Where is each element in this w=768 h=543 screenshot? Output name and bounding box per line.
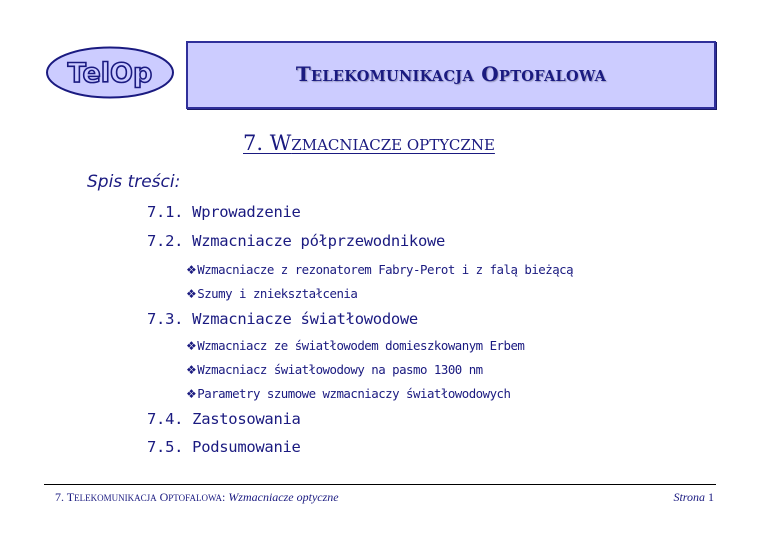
- banner-title: TELEKOMUNIKACJA OPTOFALOWA: [295, 62, 607, 86]
- telop-logo: [44, 45, 176, 100]
- diamond-bullet-icon: ❖: [186, 387, 197, 401]
- chapter-title: 7. WZMACNIACZE OPTYCZNE: [243, 131, 495, 155]
- toc-subitem: ❖Wzmacniacz światłowodowy na pasmo 1300 nm: [186, 362, 483, 377]
- diamond-bullet-icon: ❖: [186, 339, 197, 353]
- toc-subitem: ❖Szumy i zniekształcenia: [186, 286, 358, 301]
- toc-item: 7.3. Wzmacniacze światłowodowe: [147, 310, 418, 328]
- diamond-bullet-icon: ❖: [186, 263, 197, 277]
- toc-item: 7.2. Wzmacniacze półprzewodnikowe: [147, 232, 446, 250]
- toc-item: 7.1. Wprowadzenie: [147, 203, 301, 221]
- toc-subitem: ❖Parametry szumowe wzmacniaczy światłowodowych: [186, 386, 511, 401]
- toc-item: 7.4. Zastosowania: [147, 410, 301, 428]
- toc-subitem: ❖Wzmacniacze z rezonatorem Fabry-Perot i z falą bieżącą: [186, 262, 574, 277]
- title-banner: [186, 41, 716, 109]
- diamond-bullet-icon: ❖: [186, 363, 197, 377]
- page-number: Strona 1: [673, 490, 714, 504]
- toc-heading: Spis treści:: [87, 172, 181, 192]
- toc-item: 7.5. Podsumowanie: [147, 438, 301, 456]
- logo-text: TelOp: [67, 58, 153, 89]
- footer-title: 7. TELEKOMUNIKACJA OPTOFALOWA: Wzmacniacze optyczne: [55, 490, 339, 504]
- diamond-bullet-icon: ❖: [186, 287, 197, 301]
- footer-divider: [44, 484, 716, 485]
- toc-subitem: ❖Wzmacniacz ze światłowodem domieszkowanym Erbem: [186, 338, 525, 353]
